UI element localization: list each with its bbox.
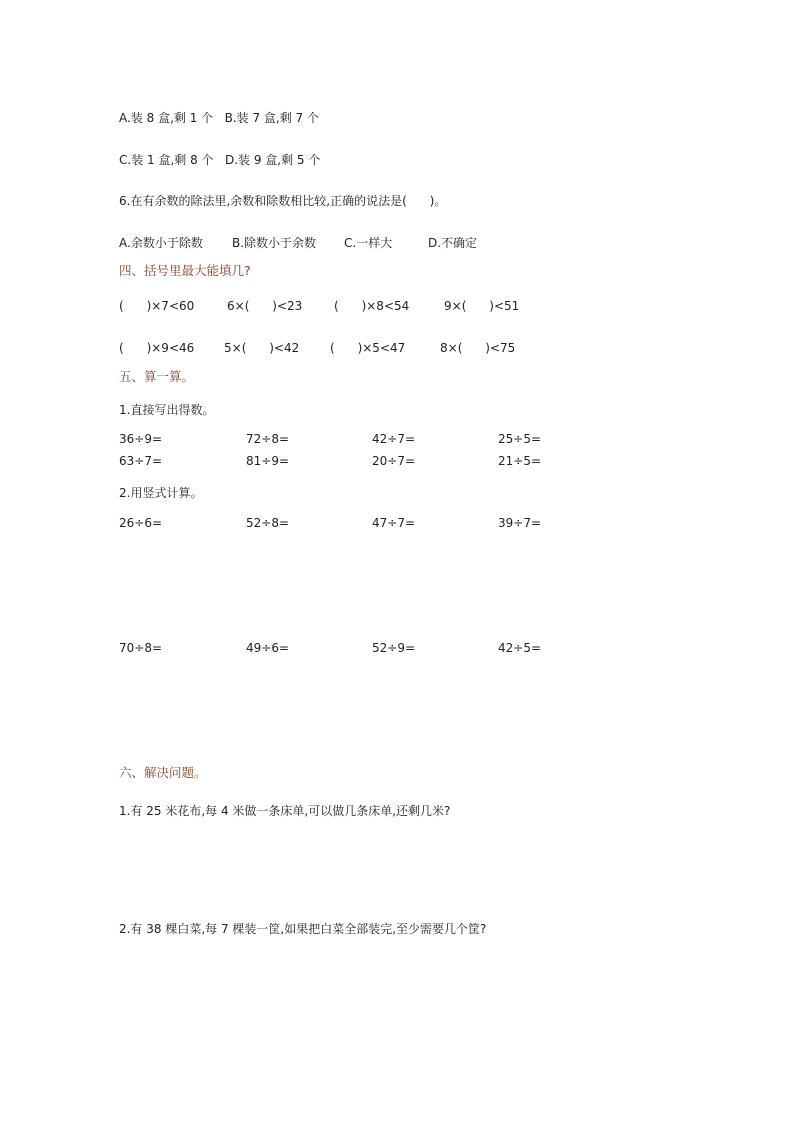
problem-2: 2.有 38 棵白菜,每 7 棵装一筐,如果把白菜全部装完,至少需要几个筐? — [119, 922, 487, 936]
q6-option-c: C.一样大 — [344, 236, 393, 250]
vertical-r1-item-2: 52÷8= — [246, 516, 290, 530]
calc-r2-item-2: 81÷9= — [246, 454, 290, 468]
section4-r1-item-3: ( )×8<54 — [334, 299, 410, 313]
section4-r2-item-4: 8×( )<75 — [440, 341, 516, 355]
vertical-r1-item-3: 47÷7= — [372, 516, 416, 530]
section4-r1-item-4: 9×( )<51 — [444, 299, 520, 313]
calc-r1-item-4: 25÷5= — [498, 432, 542, 446]
calc-r1-item-2: 72÷8= — [246, 432, 290, 446]
section5-part2-title: 2.用竖式计算。 — [119, 486, 203, 500]
vertical-r1-item-1: 26÷6= — [119, 516, 163, 530]
calc-r1-item-1: 36÷9= — [119, 432, 163, 446]
q6-option-a: A.余数小于除数 — [119, 236, 203, 250]
section4-r2-item-1: ( )×9<46 — [119, 341, 195, 355]
vertical-r2-item-1: 70÷8= — [119, 641, 163, 655]
vertical-r2-item-3: 52÷9= — [372, 641, 416, 655]
section6-title: 六、解决问题。 — [119, 765, 207, 780]
section4-r1-item-2: 6×( )<23 — [227, 299, 303, 313]
q5-options-line-1: A.装 8 盒,剩 1 个 B.装 7 盒,剩 7 个 — [119, 111, 319, 125]
vertical-r2-item-2: 49÷6= — [246, 641, 290, 655]
q5-options-line-2: C.装 1 盒,剩 8 个 D.装 9 盒,剩 5 个 — [119, 153, 321, 167]
section4-title: 四、括号里最大能填几? — [119, 263, 251, 278]
q6-question: 6.在有余数的除法里,余数和除数相比较,正确的说法是( )。 — [119, 194, 447, 208]
section5-part1-title: 1.直接写出得数。 — [119, 403, 215, 417]
calc-r2-item-3: 20÷7= — [372, 454, 416, 468]
calc-r1-item-3: 42÷7= — [372, 432, 416, 446]
vertical-r1-item-4: 39÷7= — [498, 516, 542, 530]
problem-1: 1.有 25 米花布,每 4 米做一条床单,可以做几条床单,还剩几米? — [119, 804, 451, 818]
section4-r2-item-3: ( )×5<47 — [330, 341, 406, 355]
q6-option-b: B.除数小于余数 — [232, 236, 317, 250]
calc-r2-item-1: 63÷7= — [119, 454, 163, 468]
calc-r2-item-4: 21÷5= — [498, 454, 542, 468]
vertical-r2-item-4: 42÷5= — [498, 641, 542, 655]
section4-r2-item-2: 5×( )<42 — [224, 341, 300, 355]
section5-title: 五、算一算。 — [119, 369, 195, 384]
q6-option-d: D.不确定 — [428, 236, 478, 250]
section4-r1-item-1: ( )×7<60 — [119, 299, 195, 313]
